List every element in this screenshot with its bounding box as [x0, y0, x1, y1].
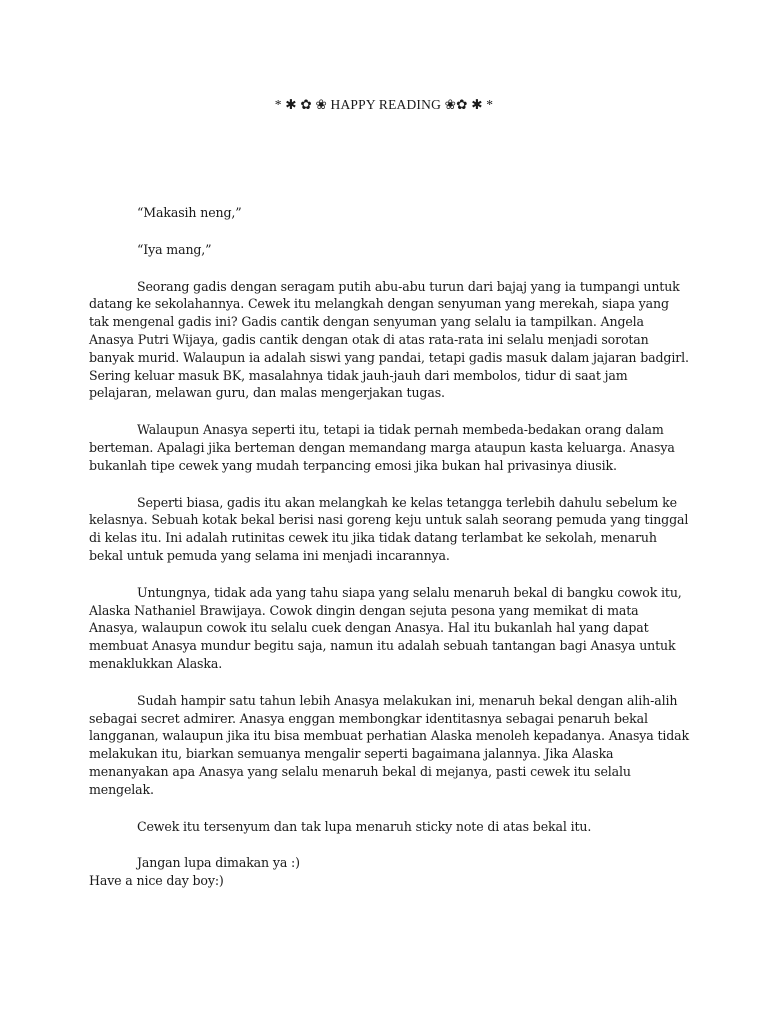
- happy-reading-heading: * ✱ ✿ ❀ HAPPY READING ❀✿ ✱ *: [274, 97, 494, 112]
- dialogue-paragraph: “Makasih neng,”: [137, 205, 242, 220]
- sticky-note-closing: Have a nice day boy:): [89, 873, 224, 889]
- story-paragraph: Walaupun Anasya seperti itu, tetapi ia tidak pernah membeda-bedakan orang dalam berteman. Apalagi jika berteman dengan memandang marga ataupun kasta keluarga. Anasya bukanlah tipe cewek yang mudah terpancing emosi jika bukan hal privasinya diusik.: [89, 422, 675, 473]
- sticky-note-line: Jangan lupa dimakan ya :): [137, 855, 300, 871]
- story-body: [89, 204, 689, 890]
- story-paragraph: Cewek itu tersenyum dan tak lupa menaruh sticky note di atas bekal itu.: [137, 818, 592, 834]
- story-paragraph: Untungnya, tidak ada yang tahu siapa yang selalu menaruh bekal di bangku cowok itu, Alaska Nathaniel Brawijaya. Cowok dingin dengan sejuta pesona yang memikat di mata Anasya, walaupun cowok itu selalu cuek dengan Anasya. Hal itu bukanlah hal yang dapat membuat Anasya mundur begitu saja, namun itu adalah sebuah tantangan bagi Anasya untuk menaklukkan Alaska.: [89, 584, 682, 671]
- story-paragraph: Seperti biasa, gadis itu akan melangkah ke kelas tetangga terlebih dahulu sebelum ke kelasnya. Sebuah kotak bekal berisi nasi goreng keju untuk salah seorang pemuda yang tinggal di kelas itu. Ini adalah rutinitas cewek itu jika tidak datang terlambat ke sekolah, menaruh bekal untuk pemuda yang selama ini menjadi incarannya.: [89, 494, 689, 563]
- story-paragraph: Sudah hampir satu tahun lebih Anasya melakukan ini, menaruh bekal dengan alih-alih sebagai secret admirer. Anasya enggan membongkar identitasnya sebagai penaruh bekal langganan, walaupun jika itu bisa membuat perhatian Alaska menoleh kepadanya. Anasya tidak melakukan itu, biarkan semuanya mengalir seperti bagaimana jalannya. Jika Alaska menanyakan apa Anasya yang selalu menaruh bekal di mejanya, pasti cewek itu selalu mengelak.: [89, 692, 690, 797]
- story-paragraph: Seorang gadis dengan seragam putih abu-abu turun dari bajaj yang ia tumpangi untuk datang ke sekolahannya. Cewek itu melangkah dengan senyuman yang merekah, siapa yang tak mengenal gadis ini? Gadis cantik dengan senyuman yang selalu ia tampilkan. Angela Anasya Putri Wijaya, gadis cantik dengan otak di atas rata-rata ini selalu menjadi sorotan banyak murid. Walaupun ia adalah siswi yang pandai, tetapi gadis masuk dalam jajaran badgirl. Sering keluar masuk BK, masalahnya tidak jauh-jauh dari membolos, tidur di saat jam pelajaran, melawan guru, dan malas mengerjakan tugas.: [89, 278, 689, 401]
- dialogue-paragraph: “Iya mang,”: [137, 241, 212, 257]
